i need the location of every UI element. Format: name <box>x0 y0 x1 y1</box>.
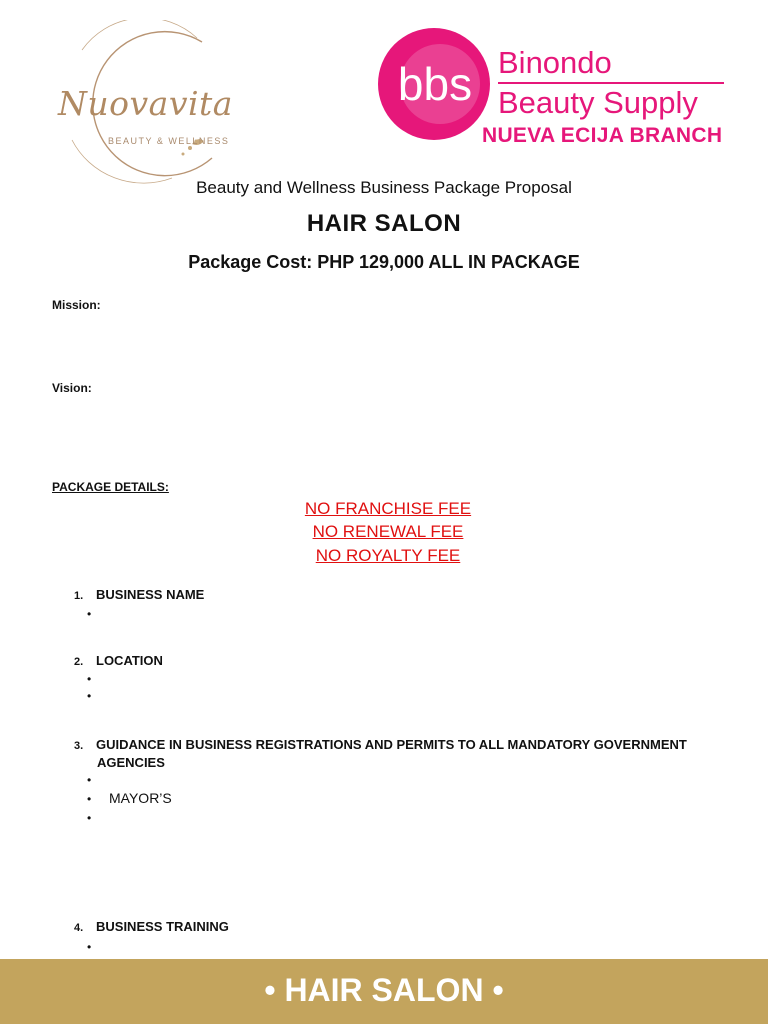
item-title: GUIDANCE IN BUSINESS REGISTRATIONS AND PERMITS TO ALL MANDATORY GOVERNMENT <box>96 737 687 752</box>
footer-banner: • HAIR SALON • <box>0 959 768 1024</box>
proposal-subtitle: Beauty and Wellness Business Package Proposal <box>196 178 572 197</box>
item-number: 2. <box>74 656 84 668</box>
bbs-divider <box>498 82 724 84</box>
list-item-business-training <box>74 919 229 934</box>
item-number: 1. <box>74 590 84 602</box>
item-title: BUSINESS TRAINING <box>96 919 229 934</box>
item-title-continued: AGENCIES <box>97 755 165 770</box>
bullet-icon: • <box>87 773 92 787</box>
item-title: LOCATION <box>96 653 163 668</box>
item-number: 3. <box>74 740 84 752</box>
list-item-business-name <box>74 587 204 602</box>
package-details-label: PACKAGE DETAILS: <box>52 480 169 494</box>
bullet-icon: • <box>87 672 92 686</box>
bullet-icon: • <box>87 792 92 806</box>
bullet-icon: • <box>87 811 92 825</box>
list-item-guidance <box>74 737 687 752</box>
bbs-name-line1: Binondo <box>498 45 612 80</box>
item-title: BUSINESS NAME <box>96 587 205 602</box>
bullet-icon: • <box>87 940 92 954</box>
package-cost: Package Cost: PHP 129,000 ALL IN PACKAGE <box>188 252 580 272</box>
page-title: HAIR SALON <box>306 210 462 237</box>
list-item-location <box>74 653 163 668</box>
bbs-logo <box>376 26 746 156</box>
bbs-name-line2: Beauty Supply <box>498 85 698 120</box>
vision-label: Vision: <box>52 381 92 395</box>
bbs-circle-icon <box>376 26 494 144</box>
fee-franchise: NO FRANCHISE FEE <box>304 499 472 518</box>
mission-label: Mission: <box>52 298 101 312</box>
fee-renewal: NO RENEWAL FEE <box>312 522 464 541</box>
bullet-text-mayors: MAYOR’S <box>109 790 172 806</box>
bullet-icon: • <box>87 607 92 621</box>
nuovavita-wordmark: Nuovavita <box>58 84 233 123</box>
nuovavita-logo <box>52 20 252 185</box>
bullet-icon: • <box>87 689 92 703</box>
bbs-branch: NUEVA ECIJA BRANCH <box>482 124 723 147</box>
nuovavita-tagline: BEAUTY & WELLNESS <box>108 136 230 146</box>
fee-royalty: NO ROYALTY FEE <box>315 546 461 565</box>
item-number: 4. <box>74 922 84 934</box>
bbs-mark-text: bbs <box>397 58 473 110</box>
